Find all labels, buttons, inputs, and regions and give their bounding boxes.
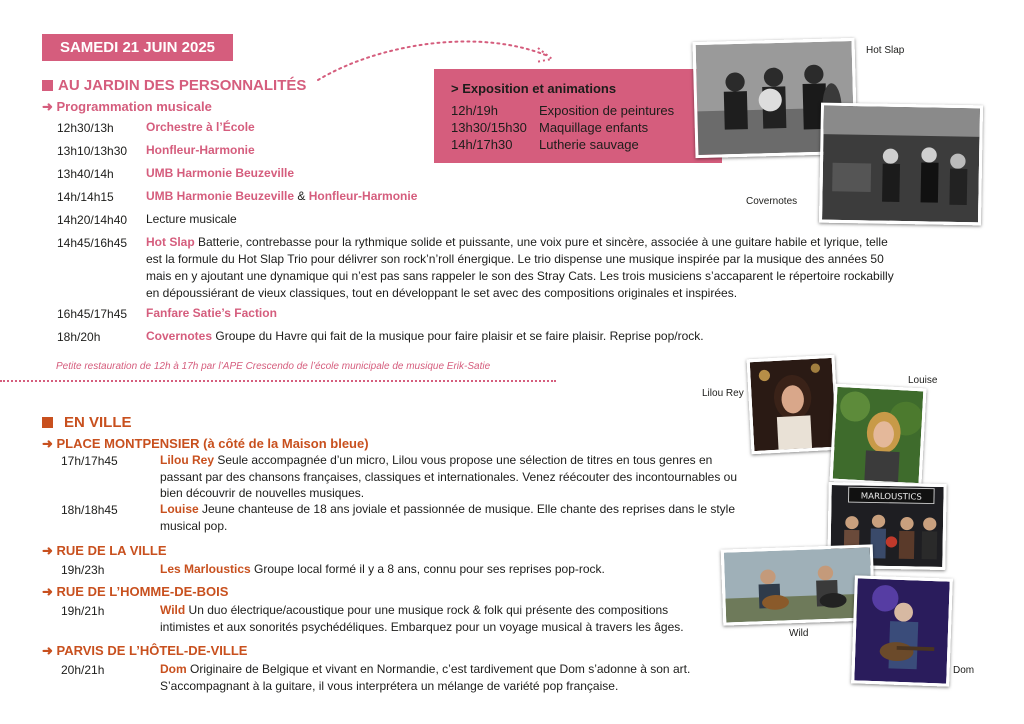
- artist-name: Lilou Rey: [160, 453, 215, 467]
- expo-box: [434, 69, 722, 163]
- expo-title: > Exposition et animations: [451, 81, 617, 96]
- restauration-note: Petite restauration de 12h à 17h par l’APE Crescendo de l’école municipale de musique Erik-Satie: [56, 361, 491, 372]
- date-badge: SAMEDI 21 JUIN 2025: [42, 34, 233, 61]
- artist-name: Fanfare Satie’s Faction: [146, 306, 277, 320]
- jardin-time-7: 16h45/17h45: [57, 307, 128, 321]
- jardin-time-4: 14h/14h15: [57, 190, 114, 204]
- expo-label: Lutherie sauvage: [539, 137, 639, 152]
- square-bullet-icon: [42, 417, 53, 428]
- louise-photo: [829, 384, 926, 487]
- artist-name: Hot Slap: [146, 235, 195, 249]
- place-montpensier-title: ➜ PLACE MONTPENSIER (à côté de la Maison bleue): [42, 436, 369, 451]
- jardin-time-1: 12h30/13h: [57, 121, 114, 135]
- section-jardin-title: [42, 77, 306, 94]
- ville-entry-wild: [160, 602, 720, 635]
- section-ville-title: [42, 414, 132, 431]
- row-description: Batterie, contrebasse pour la rythmique solide et puissante, une voix pure et sincère, associée à une guitare habile et lyrique, telle est la formule du Hot Slap Trio pour délivrer son rock’n’roll énergique. Le trio dispense une musique inspirée par la musique des années 50 mais en y ajoutant une dynamique qui n’est pas sans rappeler le son des Stray Cats. Les trois musiciens s’accaparent le répertoire rockabilly en dépoussiérant de vieux classiques, tout en développant le set avec des compositions originales et inspirées.: [146, 235, 894, 300]
- ville-entry-lilou: [160, 452, 740, 502]
- portrait-photo-icon: [750, 358, 837, 451]
- covernotes-photo: [819, 103, 983, 226]
- row-description: Groupe du Havre qui fait de la musique pour faire plaisir et se faire plaisir. Reprise pop/rock.: [212, 329, 704, 343]
- wild-caption: Wild: [789, 628, 809, 639]
- entry-description: Originaire de Belgique et vivant en Normandie, c’est tardivement que Dom s’adonne à son art. S’accompagnant à la guitare, il vous interprétera un mélange de variété pop française.: [160, 662, 691, 693]
- connector-text: &: [294, 189, 309, 203]
- jardin-time-6: 14h45/16h45: [57, 236, 128, 250]
- jardin-row-5: [146, 211, 237, 228]
- entry-description: Groupe local formé il y a 8 ans, connu pour ses reprises pop-rock.: [250, 562, 605, 576]
- rue-de-la-ville-title: ➜ RUE DE LA VILLE: [42, 543, 167, 558]
- jardin-time-5: 14h20/14h40: [57, 213, 128, 227]
- programmation-subtitle: ➜ Programmation musicale: [42, 99, 212, 114]
- row-description: Lecture musicale: [146, 212, 237, 226]
- artist-name-2: Honfleur-Harmonie: [308, 189, 418, 203]
- portrait-photo-icon: [833, 387, 924, 483]
- expo-time: 13h30/15h30: [451, 120, 527, 135]
- dotted-divider: [0, 380, 556, 382]
- section-ville-label: EN VILLE: [64, 414, 132, 431]
- jardin-time-8: 18h/20h: [57, 330, 101, 344]
- entry-description: Un duo électrique/acoustique pour une musique rock & folk qui présente des compositions intimistes et aux sonorités psychédéliques. Embarquez pour un voyage musical à travers les âges.: [160, 603, 684, 634]
- jardin-row-6: [146, 234, 896, 302]
- expo-row-2: [451, 120, 648, 135]
- parvis-hotel-de-ville-title: ➜ PARVIS DE L’HÔTEL-DE-VILLE: [42, 643, 248, 658]
- expo-row-3: [451, 137, 639, 152]
- entry-description: Seule accompagnée d’un micro, Lilou vous propose une sélection de titres en tous genres en passant par des chansons françaises, classiques et internationales. Venez réécouter des incontournables ou bien découvrir de nouvelles musiques.: [160, 453, 738, 500]
- dom-photo: [851, 575, 953, 686]
- artist-name: Covernotes: [146, 329, 213, 343]
- jardin-time-3: 13h40/14h: [57, 167, 114, 181]
- rue-homme-de-bois-title: ➜ RUE DE L’HOMME-DE-BOIS: [42, 584, 229, 599]
- ville-time-lilou: 17h/17h45: [61, 454, 118, 468]
- louise-caption: Louise: [908, 375, 938, 386]
- duo-photo-icon: [724, 547, 872, 622]
- jardin-time-2: 13h10/13h30: [57, 144, 128, 158]
- dom-caption: Dom: [953, 665, 975, 676]
- ville-time-louise: 18h/18h45: [61, 503, 118, 517]
- ville-entry-louise: [160, 501, 750, 534]
- section-jardin-label: AU JARDIN DES PERSONNALITÉS: [58, 77, 307, 94]
- ville-time-marloustics: 19h/23h: [61, 563, 105, 577]
- band-photo-icon: [822, 106, 980, 223]
- ville-entry-marloustics: [160, 561, 605, 578]
- artist-name: UMB Harmonie Beuzeville: [146, 166, 295, 180]
- jardin-row-3: [146, 165, 294, 182]
- artist-name: Dom: [160, 662, 187, 676]
- jardin-row-4: [146, 188, 417, 205]
- artist-name: Louise: [160, 502, 199, 516]
- jardin-row-1: [146, 119, 255, 136]
- expo-label: Exposition de peintures: [539, 103, 675, 118]
- jardin-row-2: [146, 142, 255, 159]
- artist-name: Les Marloustics: [160, 562, 251, 576]
- jardin-row-7: [146, 305, 277, 322]
- expo-row-1: [451, 103, 674, 118]
- expo-time: 12h/19h: [451, 103, 498, 118]
- square-bullet-icon: [42, 80, 53, 91]
- hot-slap-caption: Hot Slap: [866, 45, 905, 56]
- artist-name: Wild: [160, 603, 186, 617]
- marloustics-sign-text: MARLOUSTICS: [860, 490, 922, 502]
- ville-time-dom: 20h/21h: [61, 663, 105, 677]
- lilou-rey-caption: Lilou Rey: [702, 388, 744, 399]
- lilou-rey-photo: [747, 355, 840, 454]
- ville-time-wild: 19h/21h: [61, 604, 105, 618]
- jardin-row-8: [146, 328, 786, 345]
- covernotes-caption: Covernotes: [746, 196, 798, 207]
- entry-description: Jeune chanteuse de 18 ans joviale et passionnée de musique. Elle chante des reprises dans le style musical pop.: [160, 502, 736, 533]
- expo-time: 14h/17h30: [451, 137, 513, 152]
- wild-photo: [721, 544, 876, 625]
- artist-name: UMB Harmonie Beuzeville: [146, 189, 295, 203]
- artist-name: Honfleur-Harmonie: [146, 143, 255, 157]
- artist-name: Orchestre à l’École: [146, 120, 255, 134]
- singer-photo-icon: [854, 578, 950, 683]
- ville-entry-dom: [160, 661, 735, 694]
- expo-label: Maquillage enfants: [539, 120, 649, 135]
